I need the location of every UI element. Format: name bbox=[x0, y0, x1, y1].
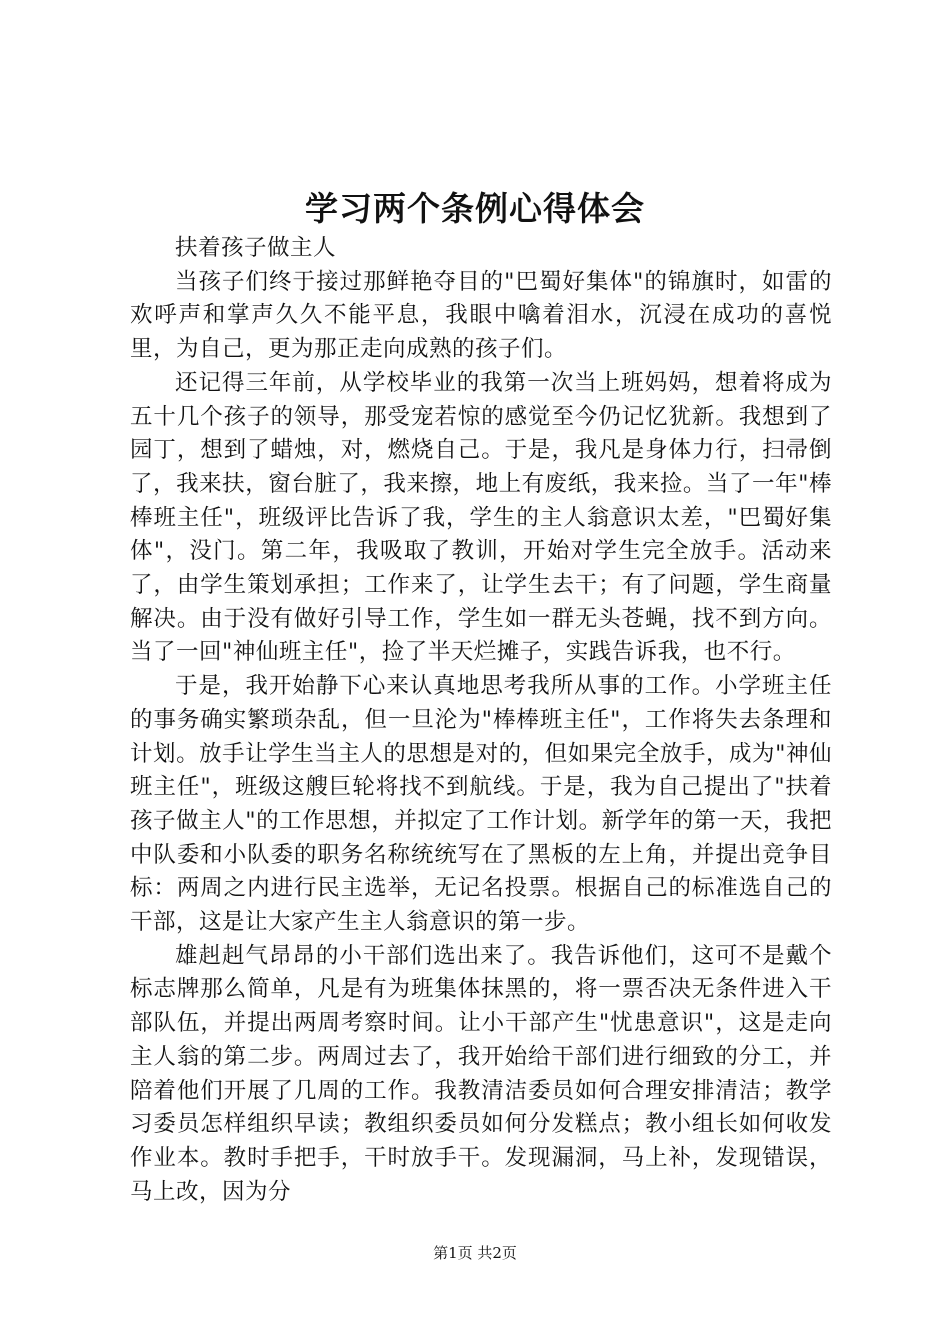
page-number-footer: 第1页 共2页 bbox=[433, 1244, 517, 1262]
paragraph: 雄赳赳气昂昂的小干部们选出来了。我告诉他们，这可不是戴个标志牌那么简单，凡是有为班集体抹黑的，将一票否决无条件进入干部队伍，并提出两周考察时间。让小干部产生"忧患意识"，这是走向主人翁的第二步。两周过去了，我开始给干部们进行细致的分工，并陪着他们开展了几周的工作。我教清洁委员如何合理安排清洁；教学习委员怎样组织早读；教组织委员如何分发糕点；教小组长如何收发作业本。教时手把手，干时放手干。发现漏洞，马上补，发现错误，马上改，因为分 bbox=[130, 942, 832, 1205]
paragraph: 于是，我开始静下心来认真地思考我所从事的工作。小学班主任的事务确实繁琐杂乱，但一旦沦为"棒棒班主任"，工作将失去条理和计划。放手让学生当主人的思想是对的，但如果完全放手，成为"神仙班主任"，班级这艘巨轮将找不到航线。于是，我为自己提出了"扶着孩子做主人"的工作思想，并拟定了工作计划。新学年的第一天，我把中队委和小队委的职务名称统统写在了黑板的左上角，并提出竞争目标：两周之内进行民主选举，无记名投票。根据自己的标准选自己的干部，这是让大家产生主人翁意识的第一步。 bbox=[130, 673, 832, 936]
paragraph: 还记得三年前，从学校毕业的我第一次当上班妈妈，想着将成为五十几个孩子的领导，那受宠若惊的感觉至今仍记忆犹新。我想到了园丁，想到了蜡烛，对，燃烧自己。于是，我凡是身体力行，扫帚倒了，我来扶，窗台脏了，我来擦，地上有废纸，我来捡。当了一年"棒棒班主任"，班级评比告诉了我，学生的主人翁意识太差，"巴蜀好集体"，没门。第二年，我吸取了教训，开始对学生完全放手。活动来了，由学生策划承担；工作来了，让学生去干；有了问题，学生商量解决。由于没有做好引导工作，学生如一群无头苍蝇，找不到方向。当了一回"神仙班主任"，捡了半天烂摊子，实践告诉我，也不行。 bbox=[130, 369, 832, 666]
article-body bbox=[130, 232, 832, 1209]
paragraph: 当孩子们终于接过那鲜艳夺目的"巴蜀好集体"的锦旗时，如雷的欢呼声和掌声久久不能平息，我眼中噙着泪水，沉浸在成功的喜悦里，为自己，更为那正走向成熟的孩子们。 bbox=[130, 268, 832, 363]
page-title: 学习两个条例心得体会 bbox=[305, 189, 645, 228]
article-subheading: 扶着孩子做主人 bbox=[175, 235, 337, 261]
